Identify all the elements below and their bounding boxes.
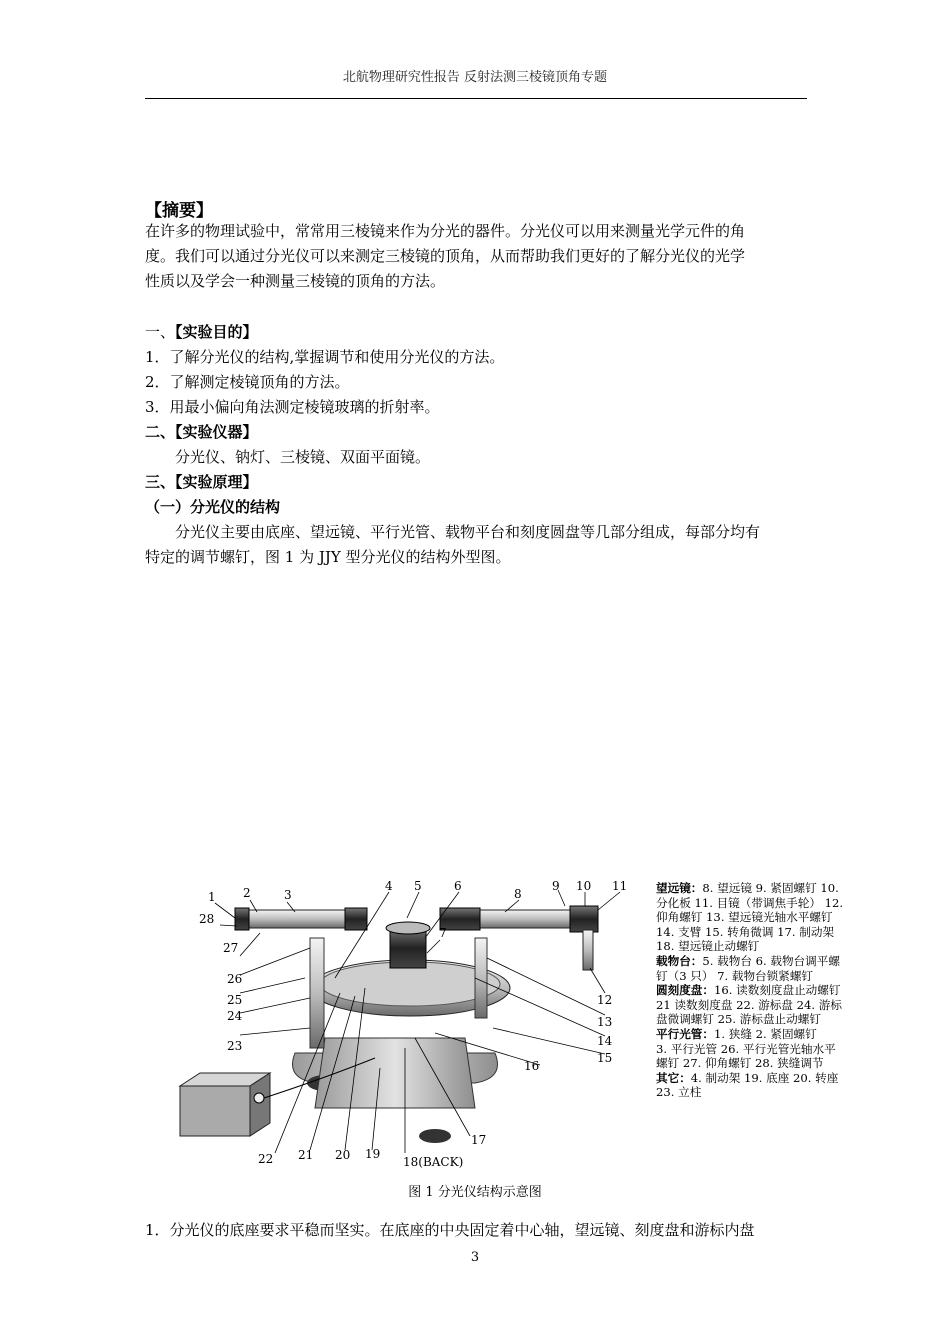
legend-line: 18. 望远镜止动螺钉	[656, 939, 760, 954]
callout-label: 24	[227, 1009, 243, 1023]
legend-line: 14. 支臂 15. 转角微调 17. 制动架	[656, 924, 835, 939]
section-prefix: 一、	[145, 323, 176, 341]
list-item: 1．了解分光仪的结构,掌握调节和使用分光仪的方法。	[145, 348, 505, 366]
callout-label: 5	[414, 879, 422, 893]
callout-label: 7	[439, 926, 447, 940]
legend-stage	[656, 954, 896, 969]
callout-label: 21	[298, 1148, 314, 1162]
section-title: 二、【实验仪器】	[145, 423, 258, 441]
callout-label: 10	[576, 879, 592, 893]
figure-legend	[656, 881, 896, 1100]
callout-label: 2	[243, 886, 251, 900]
running-header: 北航物理研究性报告 反射法测三棱镜顶角专题	[342, 70, 608, 85]
legend-heading: 其它：	[656, 1070, 691, 1085]
list-item: 2．了解测定棱镜顶角的方法。	[145, 373, 350, 391]
callout-label: 8	[514, 887, 522, 901]
abstract-line: 度。我们可以通过分光仪可以来测定三棱镜的顶角，从而帮助我们更好的了解分光仪的光学	[145, 247, 746, 265]
legend-heading: 望远镜：	[656, 881, 703, 895]
abstract-line: 性质以及学会一种测量三棱镜的顶角的方法。	[145, 272, 446, 290]
legend-collimator	[656, 1027, 896, 1042]
section-purpose	[145, 320, 810, 570]
legend-line: 分化板 11. 目镜（带调焦手轮） 12.	[656, 895, 844, 910]
figure-caption: 图 1 分光仪结构示意图	[408, 1185, 542, 1200]
legend-line: 仰角螺钉 13. 望远镜光轴水平螺钉	[656, 910, 833, 925]
legend-line: 1. 狭缝 2. 紧固螺钉	[713, 1026, 817, 1041]
abstract-title: 【摘要】	[145, 201, 213, 221]
callout-label: 9	[552, 879, 560, 893]
legend-line: 盘微调螺钉 25. 游标盘止动螺钉	[656, 1012, 821, 1027]
legend-line: 8. 望远镜 9. 紧固螺钉 10.	[702, 881, 839, 895]
callout-label: 16	[524, 1059, 540, 1073]
abstract-body	[145, 219, 810, 294]
callout-label: 15	[597, 1051, 613, 1065]
instrument-list: 分光仪、钠灯、三棱镜、双面平面镜。	[175, 448, 431, 466]
bottom-paragraph: 1．分光仪的底座要求平稳而坚实。在底座的中央固定着中心轴，望远镜、刻度盘和游标内盘	[145, 1221, 755, 1239]
callout-label: 20	[335, 1148, 351, 1162]
section-title: 【实验目的】	[175, 323, 258, 341]
page-number: 3	[470, 1250, 480, 1265]
legend-heading: 载物台：	[656, 953, 703, 968]
callout-label: 12	[597, 993, 613, 1007]
legend-heading: 圆刻度盘：	[656, 983, 714, 998]
callout-label: 27	[223, 941, 239, 955]
header-rule	[145, 98, 807, 99]
callout-label: 26	[227, 972, 243, 986]
legend-line: 4. 制动架 19. 底座 20. 转座	[690, 1070, 839, 1085]
legend-other	[656, 1071, 896, 1086]
callout-label: 13	[597, 1015, 613, 1029]
abstract-line: 在许多的物理试验中，常常用三棱镜来作为分光的器件。分光仪可以用来测量光学元件的角	[145, 222, 746, 240]
callout-label: 28	[199, 912, 215, 926]
legend-telescope	[656, 881, 896, 896]
callout-label: 1	[208, 890, 216, 904]
legend-line: 3. 平行光管 26. 平行光管光轴水平	[656, 1041, 836, 1056]
legend-line: 23. 立柱	[656, 1085, 702, 1100]
list-item: 3．用最小偏向角法测定棱镜玻璃的折射率。	[145, 398, 440, 416]
callout-label: 6	[454, 879, 462, 893]
legend-line: 16. 读数刻度盘止动螺钉	[713, 983, 841, 998]
legend-line: 21 读数刻度盘 22. 游标盘 24. 游标	[656, 997, 842, 1012]
callout-label: 18(BACK)	[403, 1155, 464, 1169]
legend-disk	[656, 983, 896, 998]
callout-label: 17	[471, 1133, 487, 1147]
callout-label: 23	[227, 1039, 243, 1053]
callout-label: 19	[365, 1147, 381, 1161]
paragraph-line: 分光仪主要由底座、望远镜、平行光管、载物平台和刻度圆盘等几部分组成，每部分均有	[175, 523, 761, 541]
subsection-title: （一）分光仪的结构	[145, 498, 281, 516]
paragraph-line: 特定的调节螺钉，图 1 为 JJY 型分光仪的结构外型图。	[145, 548, 511, 566]
callout-label: 25	[227, 993, 243, 1007]
legend-line: 5. 载物台 6. 载物台调平螺	[702, 953, 840, 968]
callout-label: 11	[612, 879, 628, 893]
callout-label: 3	[284, 888, 292, 902]
section-heading	[145, 320, 810, 345]
callout-label: 22	[258, 1152, 274, 1166]
legend-heading: 平行光管：	[656, 1026, 714, 1041]
spectrometer-diagram	[175, 878, 645, 1178]
callout-label: 4	[385, 879, 393, 893]
section-title: 三、【实验原理】	[145, 473, 258, 491]
callout-label: 14	[597, 1034, 613, 1048]
legend-line: 螺钉 27. 仰角螺钉 28. 狭缝调节	[656, 1056, 824, 1071]
legend-line: 钉（3 只） 7. 载物台锁紧螺钉	[656, 968, 814, 983]
